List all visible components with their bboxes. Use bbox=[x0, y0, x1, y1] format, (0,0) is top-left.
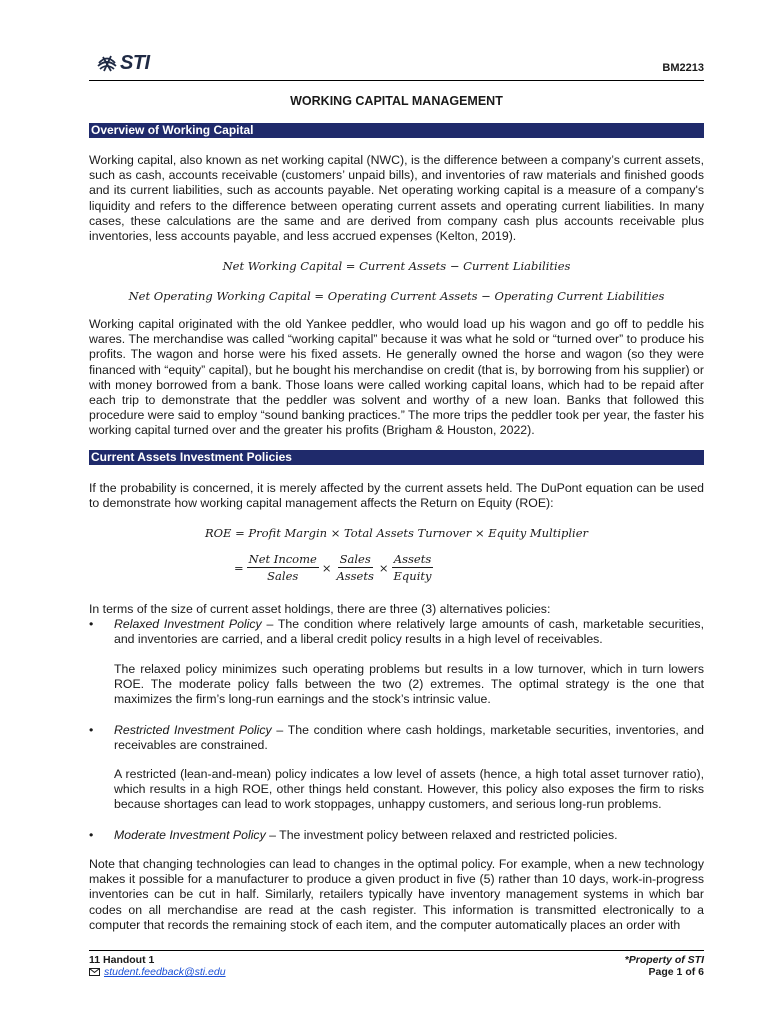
sti-logo bbox=[96, 50, 150, 76]
relaxed-policy-term: Relaxed Investment Policy bbox=[114, 617, 262, 631]
equals-sign: = bbox=[234, 560, 244, 575]
moderate-policy-definition: – The investment policy between relaxed and restricted policies. bbox=[265, 828, 618, 842]
list-item-restricted-policy bbox=[114, 723, 704, 753]
equation-roe-fractions bbox=[232, 552, 435, 583]
footer-email bbox=[89, 966, 226, 978]
equation-net-operating-working-capital: Net Operating Working Capital = Operating Current Assets − Operating Current Liabilities bbox=[128, 289, 665, 303]
relaxed-policy-definition: – The condition where relatively large amounts of cash, marketable securities, and inventories are carried, and a liberal credit policy results in a high level of receivables. bbox=[114, 617, 704, 647]
logo-text: STI bbox=[120, 51, 150, 74]
page-number: Page 1 of 6 bbox=[648, 966, 704, 978]
fraction-numerator: Net Income bbox=[248, 552, 317, 566]
relaxed-policy-note: The relaxed policy minimizes such operating problems but results in a low turnover, which in turn lowers ROE. The moderate policy falls between the two (2) extremes. The optimal strategy is the one that maximizes the firm’s long-run earnings and the stock’s intrinsic value. bbox=[114, 662, 704, 707]
fraction-net-income-sales bbox=[247, 552, 319, 583]
bullet-marker: • bbox=[89, 723, 94, 737]
envelope-icon bbox=[89, 968, 100, 976]
policies-alternatives-intro: In terms of the size of current asset holdings, there are three (3) alternatives policies: bbox=[89, 602, 551, 616]
fraction-numerator: Assets bbox=[393, 552, 432, 566]
footer-divider bbox=[89, 950, 704, 951]
list-item-moderate-policy bbox=[114, 828, 704, 843]
overview-paragraph-1: Working capital, also known as net working capital (NWC), is the difference between a company’s current assets, such as cash, accounts receivable (customers’ unpaid bills), and inventories of raw materials and finished goods and its current liabilities, such as accounts payable. Net operating working capital is a measure of a company's liquidity and refers to the difference between operating current assets and operating current liabilities. In many cases, these calculations are the same and are derived from company cash plus accounts receivable plus inventories, less accounts payable, and less accrued expenses (Kelton, 2019). bbox=[89, 153, 704, 244]
sti-globe-logo-icon bbox=[96, 52, 118, 74]
handout-label: 11 Handout 1 bbox=[89, 954, 155, 966]
restricted-policy-note: A restricted (lean-and-mean) policy indicates a low level of assets (hence, a high total asset turnover ratio), which results in a high ROE, other things held constant. However, this policy also exposes the firm to risks because shortages can lead to work stoppages, unhappy customers, and serious long-run problems. bbox=[114, 767, 704, 812]
bullet-marker: • bbox=[89, 617, 94, 631]
equation-roe: ROE = Profit Margin × Total Assets Turnover × Equity Multiplier bbox=[204, 526, 589, 540]
email-link[interactable]: student.feedback@sti.edu bbox=[104, 966, 226, 978]
fraction-assets-equity bbox=[392, 552, 434, 583]
section-heading-policies: Current Assets Investment Policies bbox=[89, 450, 704, 465]
section-heading-overview: Overview of Working Capital bbox=[89, 123, 704, 138]
restricted-policy-term: Restricted Investment Policy bbox=[114, 723, 272, 737]
fraction-numerator: Sales bbox=[339, 552, 371, 566]
fraction-denominator: Assets bbox=[336, 569, 374, 583]
restricted-policy-definition: – The condition where cash holdings, marketable securities, inventories, and receivables are constrained. bbox=[114, 723, 704, 753]
fraction-denominator: Sales bbox=[267, 569, 299, 583]
overview-paragraph-2: Working capital originated with the old Yankee peddler, who would load up his wagon and go off to peddle his wares. The merchandise was called “working capital” because it was what he sold or “turned over” to produce his profits. The wagon and horse were his fixed assets. He generally owned the horse and wagon (so they were financed with “equity” capital), but he bought his merchandise on credit (that is, by borrowing from his supplier) or with money borrowed from a bank. Those loans were called working capital loans, which had to be repaid after each trip to demonstrate that the peddler was solvent and worthy of a new loan. Banks that followed this procedure were said to employ “sound banking practices.” The more trips the peddler took per year, the faster his working capital turned over and the greater his profits (Brigham & Houston, 2022). bbox=[89, 317, 704, 438]
fraction-denominator: Equity bbox=[393, 569, 432, 583]
times-sign: × bbox=[378, 560, 389, 575]
equation-net-working-capital: Net Working Capital = Current Assets − Current Liabilities bbox=[222, 259, 571, 273]
page-title: WORKING CAPITAL MANAGEMENT bbox=[290, 94, 503, 108]
list-item-relaxed-policy bbox=[114, 617, 704, 647]
policies-intro-paragraph: If the probability is concerned, it is merely affected by the current assets held. The DuPont equation can be used to demonstrate how working capital management affects the Return on Equity (ROE): bbox=[89, 481, 704, 511]
fraction-sales-assets bbox=[334, 552, 375, 583]
policies-closing-paragraph: Note that changing technologies can lead to changes in the optimal policy. For example, when a new technology makes it possible for a manufacturer to produce a given product in five (5) rather than 10 days, work-in-progress inventories can be cut in half. Similarly, retailers typically have inventory management systems in which bar codes on all merchandise are read at the cash register. This information is transmitted electronically to a computer that records the remaining stock of each item, and the computer automatically places an order with bbox=[89, 857, 704, 932]
header-divider bbox=[89, 80, 704, 81]
property-notice: *Property of STI bbox=[624, 954, 704, 966]
document-code: BM2213 bbox=[662, 62, 704, 74]
bullet-marker: • bbox=[89, 828, 94, 842]
moderate-policy-term: Moderate Investment Policy bbox=[114, 828, 266, 842]
times-sign: × bbox=[321, 560, 332, 575]
